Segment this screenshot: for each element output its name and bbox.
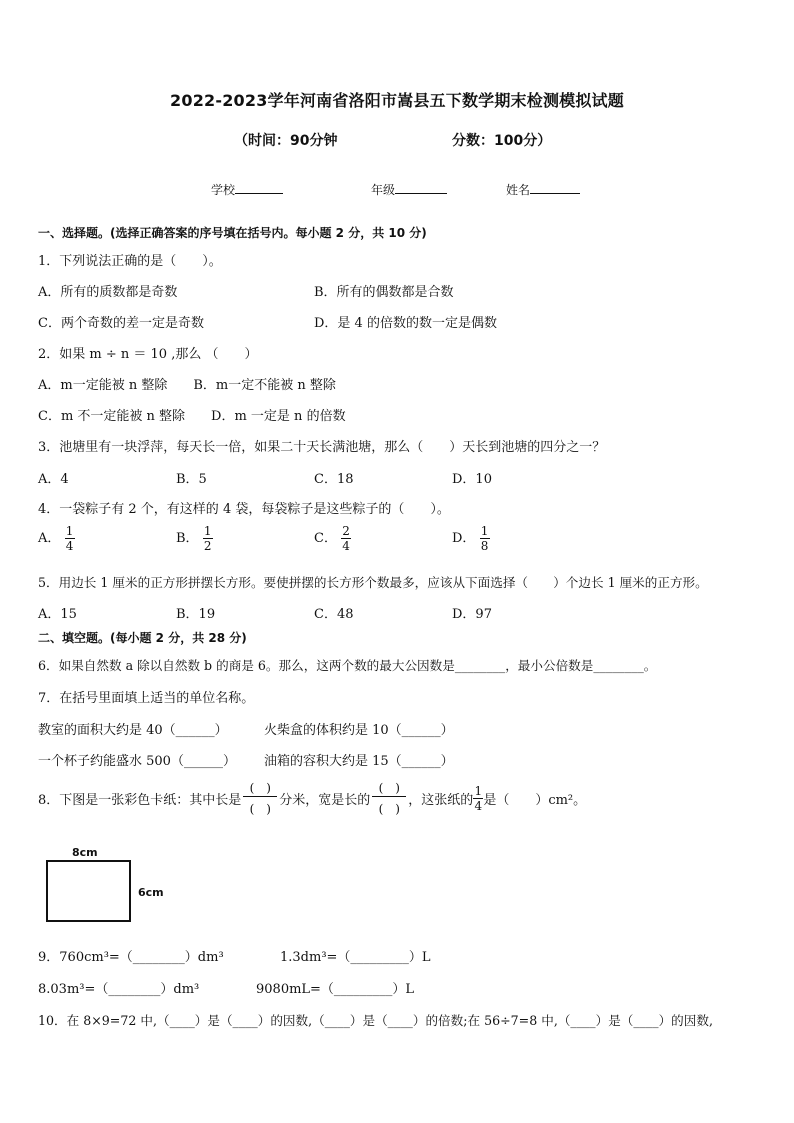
section-choice-heading: 一、选择题。(选择正确答案的序号填在括号内。每小题 2 分，共 10 分) <box>38 226 427 240</box>
q1-option-d[interactable]: D．是 4 的倍数的数一定是偶数 <box>314 316 497 331</box>
q8-part2: 分米，宽是长的 <box>279 793 371 808</box>
q4-option-d[interactable] <box>452 524 490 553</box>
q1-stem: 1．下列说法正确的是（ ）。 <box>38 254 222 269</box>
q7-line1-a[interactable]: 教室的面积大约是 40（______） <box>38 723 228 738</box>
q4-option-a-label: A． <box>38 531 61 546</box>
name-label: 姓名 <box>506 183 531 197</box>
q3-option-c[interactable]: C．18 <box>314 472 354 487</box>
q2-stem: 2．如果 m ÷ n ＝ 10 ,那么 （ ） <box>38 347 258 362</box>
q1-option-c[interactable]: C．两个奇数的差一定是奇数 <box>38 316 204 331</box>
school-label: 学校 <box>211 183 236 197</box>
q9-d[interactable]: 9080mL=（_________）L <box>256 982 415 997</box>
school-blank[interactable] <box>235 181 283 194</box>
q5-option-c[interactable]: C．48 <box>314 607 354 622</box>
q4-option-c-label: C． <box>314 531 337 546</box>
q4-option-d-fraction: $\frac{1}{8}$ <box>480 524 489 553</box>
q8-text <box>38 780 586 817</box>
q4-stem: 4．一袋粽子有 2 个，有这样的 4 袋，每袋粽子是这些粽子的（ ）。 <box>38 502 450 517</box>
q8-part4: 是（ ）cm²。 <box>483 793 587 808</box>
q7-line2-b[interactable]: 油箱的容积大约是 15（______） <box>264 754 454 769</box>
q3-option-d[interactable]: D．10 <box>452 472 492 487</box>
q9-b[interactable]: 1.3dm³=（_________）L <box>280 950 431 965</box>
q8-length-fraction-blank[interactable]: ( ) ( ) <box>243 780 277 817</box>
q8-part1: 8．下图是一张彩色卡纸：其中长是 <box>38 793 242 808</box>
q2-options-cd[interactable]: C．m 不一定能被 n 整除 D．m 一定是 n 的倍数 <box>38 409 346 424</box>
q1-option-b[interactable]: B．所有的偶数都是合数 <box>314 285 454 300</box>
q4-option-b-label: B． <box>176 531 199 546</box>
section-fill-heading: 二、填空题。(每小题 2 分，共 28 分) <box>38 631 247 645</box>
q7-stem: 7．在括号里面填上适当的单位名称。 <box>38 691 255 706</box>
q5-option-b[interactable]: B．19 <box>176 607 216 622</box>
q5-stem: 5．用边长 1 厘米的正方形拼摆长方形。要使拼摆的长方形个数最多，应该从下面选择（ ）个边长 1 厘米的正方形。 <box>38 575 708 590</box>
q8-width-fraction-blank[interactable]: ( ) ( ) <box>372 780 406 817</box>
name-blank[interactable] <box>530 181 580 194</box>
q4-option-c[interactable] <box>314 524 351 553</box>
name-field[interactable] <box>506 181 580 198</box>
grade-label: 年级 <box>371 183 396 197</box>
q9-c[interactable]: 8.03m³=（________）dm³ <box>38 982 200 997</box>
q4-option-b[interactable] <box>176 524 213 553</box>
q1-option-a[interactable]: A．所有的质数都是奇数 <box>38 285 178 300</box>
figure-length-label: 8cm <box>72 846 98 859</box>
q4-option-a[interactable] <box>38 524 75 553</box>
q4-option-b-fraction: $\frac{1}{2}$ <box>203 524 212 553</box>
q7-line1-b[interactable]: 火柴盒的体积约是 10（______） <box>264 723 454 738</box>
exam-score: 分数：100分） <box>452 133 552 149</box>
q10-text: 10．在 8×9=72 中,（____）是（____）的因数,（____）是（____）的倍数;在 56÷7=8 中,（____）是（____）的因数, <box>38 1013 713 1028</box>
q5-option-d[interactable]: D．97 <box>452 607 492 622</box>
exam-time: （时间：90分钟 <box>234 133 338 149</box>
figure-width-label: 6cm <box>138 886 164 899</box>
grade-blank[interactable] <box>395 181 447 194</box>
q8-part3: ，这张纸的 <box>408 793 474 808</box>
q5-option-a[interactable]: A．15 <box>38 607 77 622</box>
q9-a[interactable]: 9．760cm³=（________）dm³ <box>38 950 224 965</box>
q4-option-d-label: D． <box>452 531 476 546</box>
q4-option-a-fraction: $\frac{1}{4}$ <box>65 524 74 553</box>
page-title: 2022-2023学年河南省洛阳市嵩县五下数学期末检测模拟试题 <box>170 91 624 110</box>
q3-stem: 3．池塘里有一块浮萍，每天长一倍，如果二十天长满池塘，那么（ ）天长到池塘的四分之一？ <box>38 440 606 455</box>
school-field[interactable] <box>211 181 283 198</box>
q3-option-a[interactable]: A．4 <box>38 472 69 487</box>
card-rectangle-figure <box>46 860 131 922</box>
q2-options-ab[interactable]: A．m一定能被 n 整除 B．m一定不能被 n 整除 <box>38 378 336 393</box>
grade-field[interactable] <box>371 181 447 198</box>
q4-option-c-fraction: $\frac{2}{4}$ <box>342 524 350 553</box>
q8-quarter-fraction: $\frac{1}{4}$ <box>474 784 483 813</box>
q3-option-b[interactable]: B．5 <box>176 472 207 487</box>
q6-text: 6．如果自然数 a 除以自然数 b 的商是 6。那么，这两个数的最大公因数是________，最小公倍数是________。 <box>38 658 657 673</box>
q7-line2-a[interactable]: 一个杯子约能盛水 500（______） <box>38 754 236 769</box>
